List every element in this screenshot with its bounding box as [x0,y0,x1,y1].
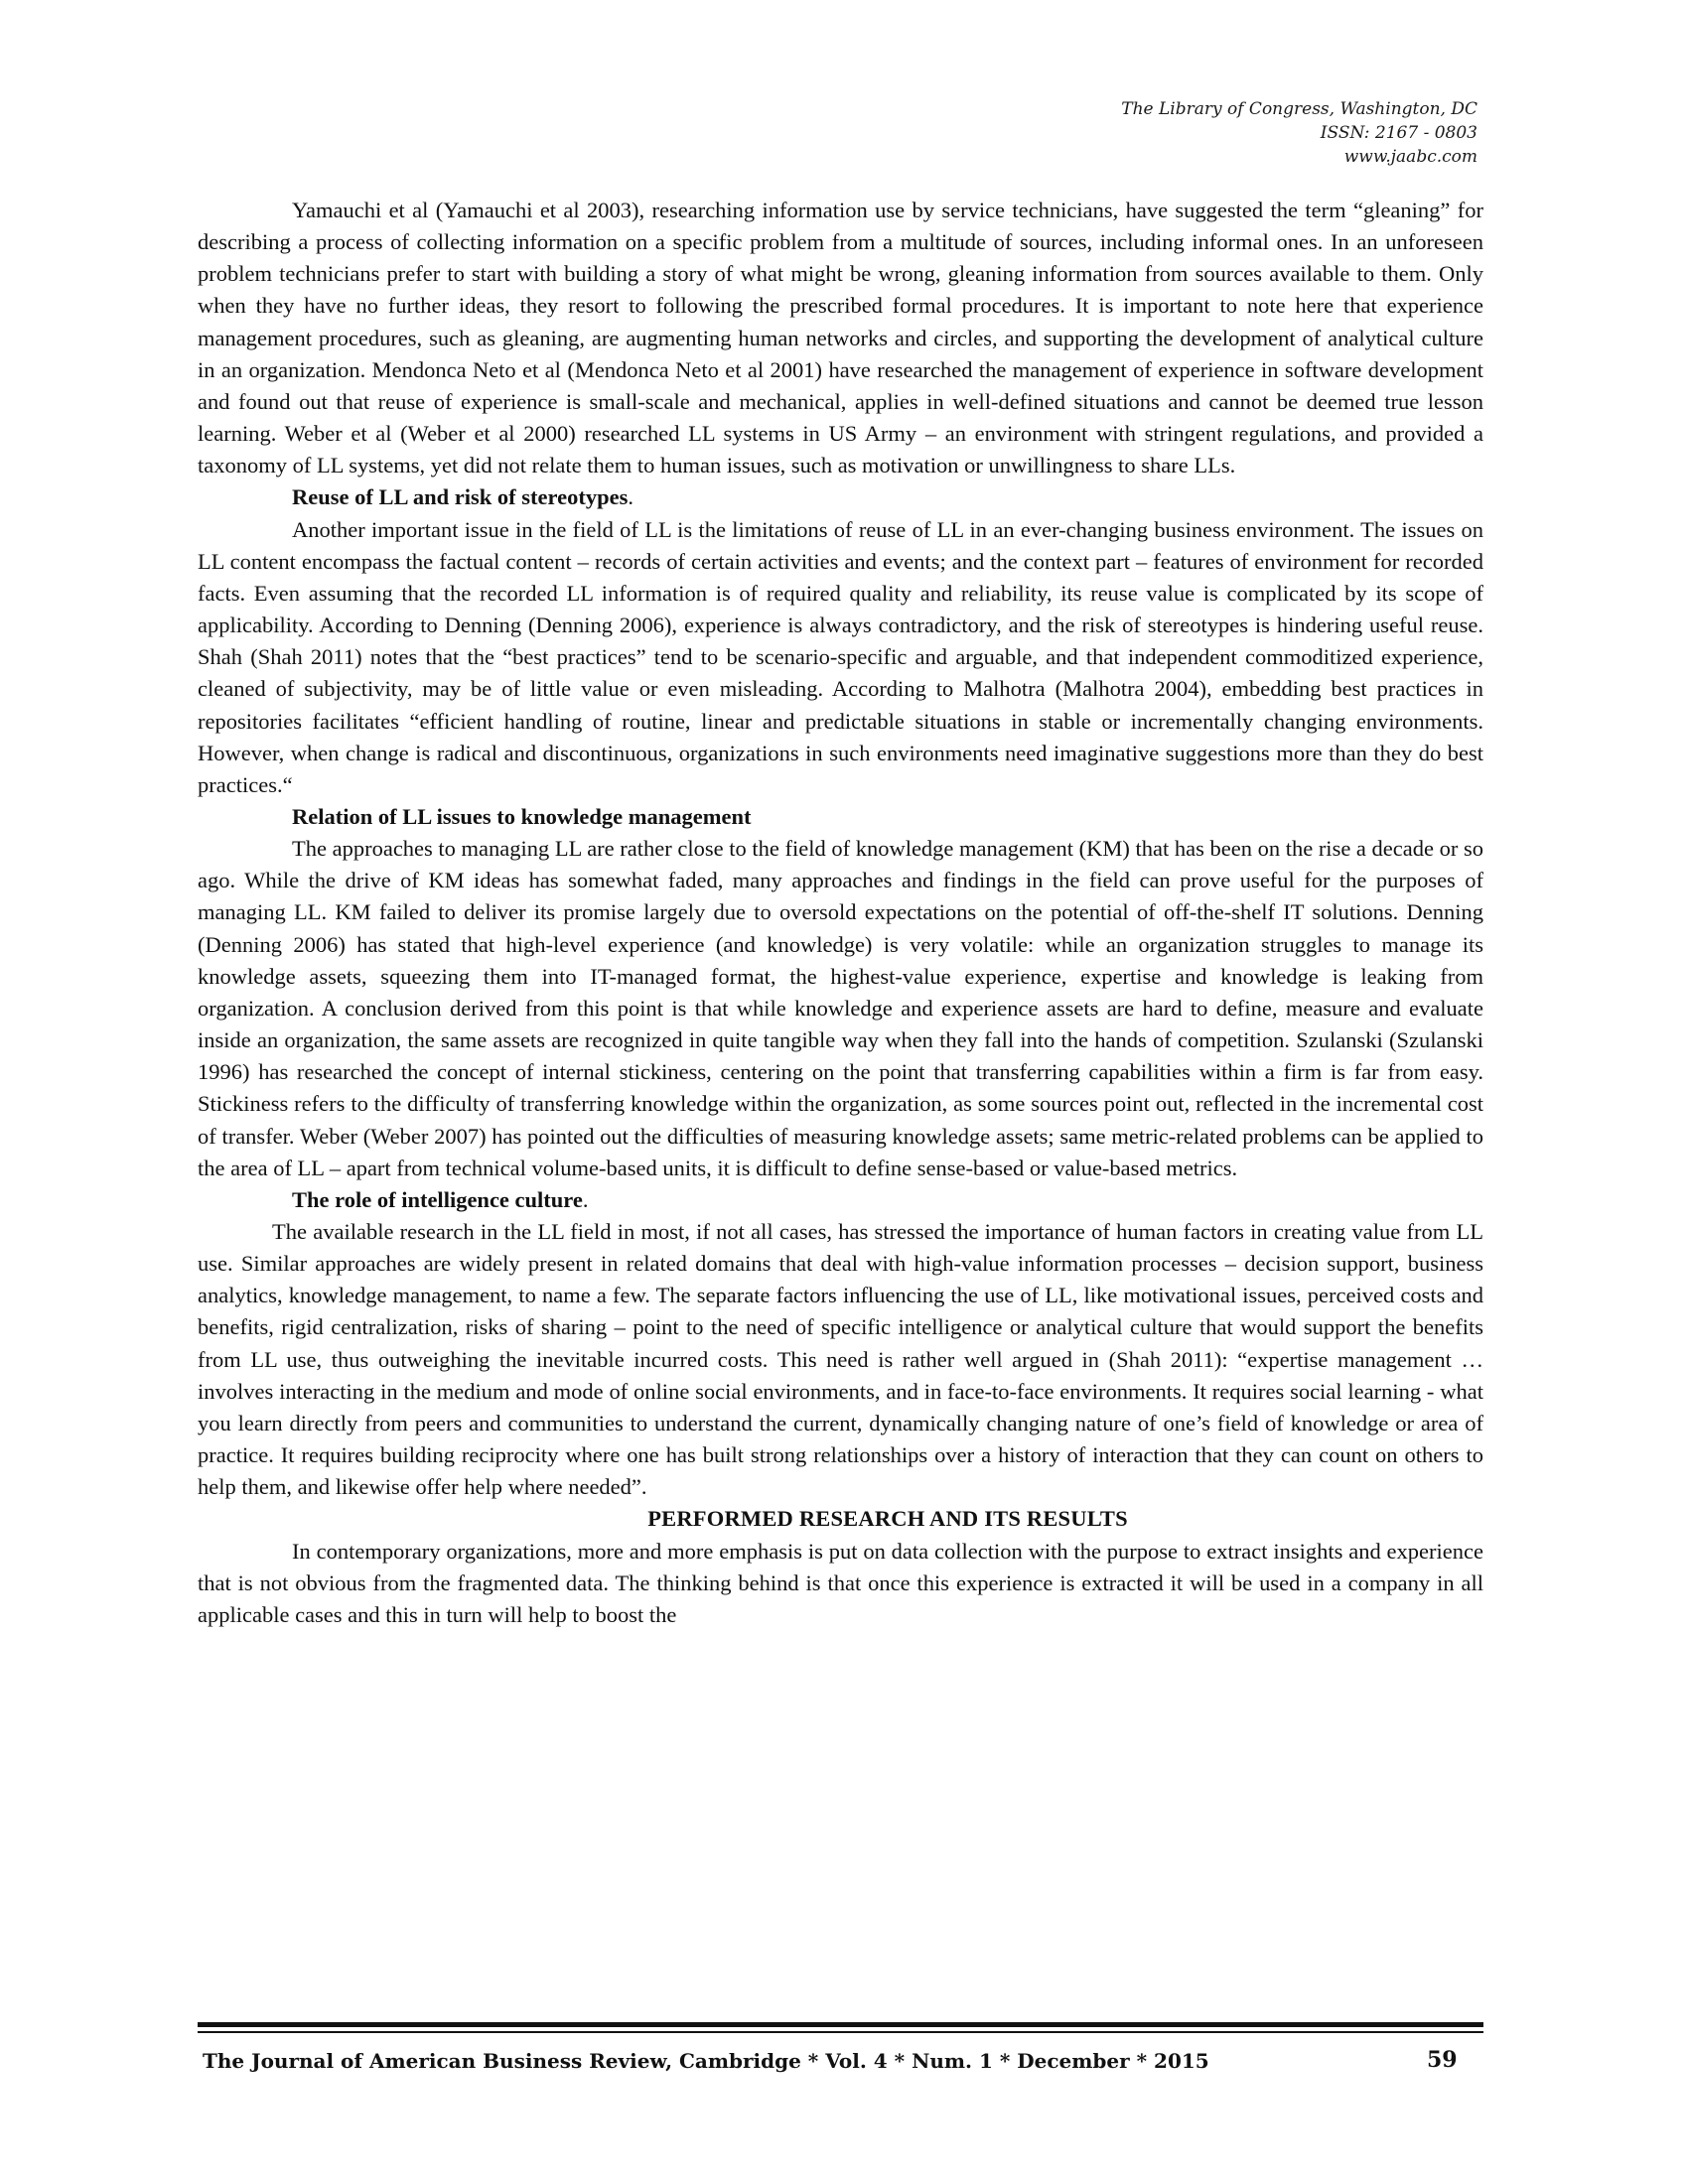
header-issn: ISSN: 2167 - 0803 [1320,123,1477,143]
paragraph-gleaning: Yamauchi et al (Yamauchi et al 2003), researching information use by service technicians, have suggested the term “gleaning” for describing a process of collecting information on a specific problem from a multitude of sources, including informal ones. In an unforeseen problem technicians prefer to start with building a story of what might be wrong, gleaning information from sources available to them. Only when they have no further ideas, they resort to following the prescribed formal procedures. It is important to note here that experience management procedures, such as gleaning, are augmenting human networks and circles, and supporting the development of analytical culture in an organization. Mendonca Neto et al (Mendonca Neto et al 2001) have researched the management of experience in software development and found out that reuse of experience is small-scale and mechanical, applies in well-defined situations and cannot be deemed true lesson learning. Weber et al (Weber et al 2000) researched LL systems in US Army – an environment with stringent regulations, and provided a taxonomy of LL systems, yet did not relate them to human issues, such as motivation or unwillingness to share LLs. [198,198,1483,478]
article-body [198,195,1483,1631]
header-website: www.jaabc.com [1343,147,1477,167]
footer-journal-info: The Journal of American Business Review, Cambridge * Vol. 4 * Num. 1 * December * 2015 [203,2049,1209,2073]
heading-reuse-of-ll [198,481,1483,513]
footer-rule-thin [198,2031,1483,2033]
paragraph-research: In contemporary organizations, more and more emphasis is put on data collection with the purpose to extract insights and experience that is not obvious from the fragmented data. The thinking behind is that once this experience is extracted it will be used in a company in all applicable cases and this in turn will help to boost the [198,1538,1483,1627]
heading-intelligence-dot: . [582,1186,589,1212]
footer-rule-thick [198,2022,1483,2027]
heading-reuse-text: Reuse of LL and risk of stereotypes [292,484,629,510]
paragraph-knowledge-management: The approaches to managing LL are rather close to the field of knowledge management (KM) that has been on the rise a decade or so ago. While the drive of KM ideas has somewhat faded, many approaches and findings in the field can prove useful for the purposes of managing LL. KM failed to deliver its promise largely due to oversold expectations on the potential of off-the-shelf IT solutions. Denning (Denning 2006) has stated that high-level experience (and knowledge) is very volatile: while an organization struggles to manage its knowledge assets, squeezing them into IT-managed format, the highest-value experience, expertise and knowledge is leaking from organization. A conclusion derived from this point is that while knowledge and experience assets are hard to define, measure and evaluate inside an organization, the same assets are recognized in quite tangible way when they fall into the hands of competition. Szulanski (Szulanski 1996) has researched the concept of internal stickiness, centering on the point that transferring capabilities within a firm is far from easy. Stickiness refers to the difficulty of transferring knowledge within the organization, as some sources point out, reflected in the incremental cost of transfer. Weber (Weber 2007) has pointed out the difficulties of measuring knowledge assets; same metric-related problems can be applied to the area of LL – apart from technical volume-based units, it is difficult to define sense-based or value-based metrics. [198,836,1483,1180]
heading-intelligence-culture [198,1184,1483,1216]
paragraph-intelligence-culture: The available research in the LL field in most, if not all cases, has stressed the importance of human factors in creating value from LL use. Similar approaches are widely present in related domains that deal with high-value information processes – decision support, business analytics, knowledge management, to name a few. The separate factors influencing the use of LL, like motivational issues, perceived costs and benefits, rigid centralization, risks of sharing – point to the need of specific intelligence or analytical culture that would support the benefits from LL use, thus outweighing the inevitable incurred costs. This need is rather well argued in (Shah 2011): “expertise management … involves interacting in the medium and mode of online social environments, and in face-to-face environments. It requires social learning - what you learn directly from peers and communities to understand the current, dynamically changing nature of one’s field of knowledge or area of practice. It requires building reciprocity where one has built strong relationships over a history of interaction that they can count on others to help them, and likewise offer help where needed”. [198,1219,1483,1500]
heading-reuse-dot: . [628,484,633,510]
running-header [1121,97,1477,169]
heading-knowledge-management: Relation of LL issues to knowledge management [292,803,752,829]
heading-intelligence-text: The role of intelligence culture [292,1186,583,1212]
page-number: 59 [1427,2047,1458,2073]
paragraph-reuse: Another important issue in the field of LL is the limitations of reuse of LL in an ever-changing business environment. The issues on LL content encompass the factual content – records of certain activities and events; and the context part – features of environment for recorded facts. Even assuming that the recorded LL information is of required quality and reliability, its reuse value is complicated by its scope of applicability. According to Denning (Denning 2006), experience is always contradictory, and the risk of stereotypes is hindering useful reuse. Shah (Shah 2011) notes that the “best practices” tend to be scenario-specific and arguable, and that independent commoditized experience, cleaned of subjectivity, may be of little value or even misleading. According to Malhotra (Malhotra 2004), embedding best practices in repositories facilitates “efficient handling of routine, linear and predictable situations in stable or incrementally changing environments. However, when change is radical and discontinuous, organizations in such environments need imaginative suggestions more than they do best practices.“ [198,516,1483,797]
header-library: The Library of Congress, Washington, DC [1121,99,1477,119]
section-title-research: PERFORMED RESEARCH AND ITS RESULTS [647,1506,1128,1532]
